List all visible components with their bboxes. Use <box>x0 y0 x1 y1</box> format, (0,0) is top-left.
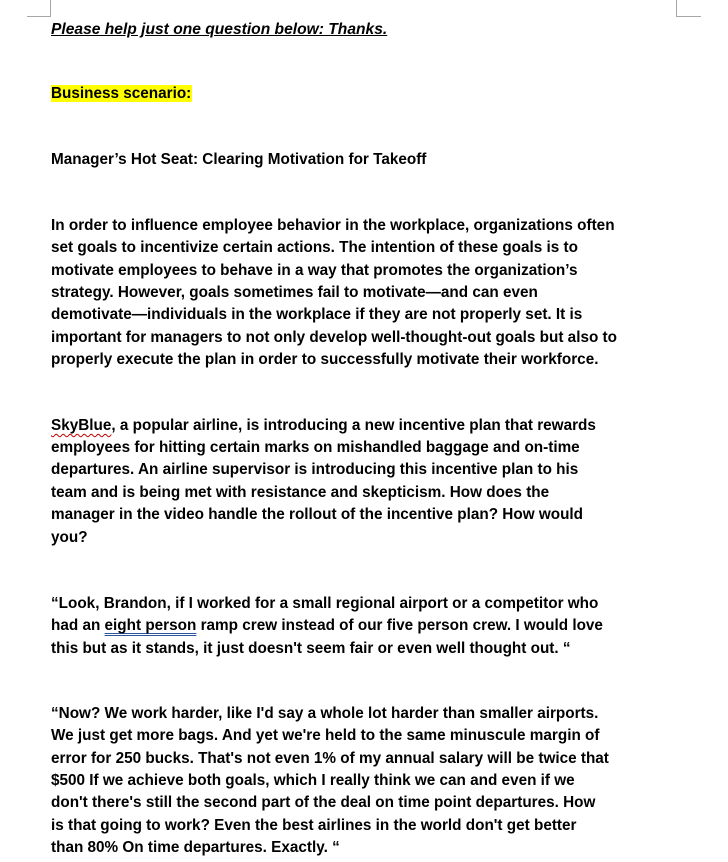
paragraph1-line: important for managers to not only develop well-thought-out goals but also to <box>51 329 617 346</box>
paragraph3-line: this but as it stands, it just doesn't seem fair or even well thought out. “ <box>51 640 571 657</box>
paragraph2-line: manager in the video handle the rollout of the incentive plan? How would <box>51 506 584 523</box>
paragraph4-line: than 80% On time departures. Exactly. “ <box>51 839 340 856</box>
paragraph1-line: motivate employees to behave in a way that promotes the organization’s <box>51 262 578 279</box>
paragraph2-line: team and is being met with resistance and skepticism. How does the <box>51 484 550 501</box>
scenario-title: Manager’s Hot Seat: Clearing Motivation for Takeoff <box>51 151 427 168</box>
paragraph1-line: properly execute the plan in order to successfully motivate their workforce. <box>51 351 599 368</box>
paragraph1-line: demotivate—individuals in the workplace if they are not properly set. It is <box>51 306 583 323</box>
intro-text: Please help just one question below: Thanks. <box>51 21 388 38</box>
crop-mark-top-right <box>676 0 701 17</box>
paragraph4-line: error for 250 bucks. That's not even 1% of my annual salary will be twice that <box>51 750 609 767</box>
paragraph2-line <box>51 415 596 437</box>
section-label-line <box>51 83 192 105</box>
paragraph1-line: In order to influence employee behavior in the workplace, organizations often <box>51 217 615 234</box>
paragraph1-line: strategy. However, goals sometimes fail to motivate—and can even <box>51 284 538 301</box>
paragraph4-line: “Now? We work harder, like I'd say a whole lot harder than smaller airports. <box>51 705 599 722</box>
paragraph4-line: $500 If we achieve both goals, which I really think we can and even if we <box>51 772 575 789</box>
paragraph4-line: don't there's still the second part of the deal on time point departures. How <box>51 794 596 811</box>
paragraph1-line: set goals to incentivize certain actions. The intention of these goals is to <box>51 239 578 256</box>
paragraph2-line: you? <box>51 529 88 546</box>
paragraph2-first-line-rest: , a popular airline, is introducing a new incentive plan that rewards <box>111 417 596 434</box>
spelling-flagged-word[interactable]: SkyBlue <box>51 417 112 434</box>
paragraph2-line: departures. An airline supervisor is introducing this incentive plan to his <box>51 461 579 478</box>
paragraph3-line2-after: ramp crew instead of our five person crew. I would love <box>196 617 603 634</box>
crop-mark-top-left <box>27 0 51 17</box>
grammar-flagged-phrase[interactable]: eight person <box>104 617 197 634</box>
paragraph4-line: We just get more bags. And yet we're held to the same minuscule margin of <box>51 727 600 744</box>
section-label-highlight: Business scenario: <box>51 85 192 102</box>
paragraph3-line: “Look, Brandon, if I worked for a small regional airport or a competitor who <box>51 595 599 612</box>
paragraph2-line: employees for hitting certain marks on mishandled baggage and on-time <box>51 439 580 456</box>
paragraph3-line2-before: had an <box>51 617 105 634</box>
paragraph4-line: is that going to work? Even the best airlines in the world don't get better <box>51 817 577 834</box>
paragraph3-line <box>51 615 603 637</box>
